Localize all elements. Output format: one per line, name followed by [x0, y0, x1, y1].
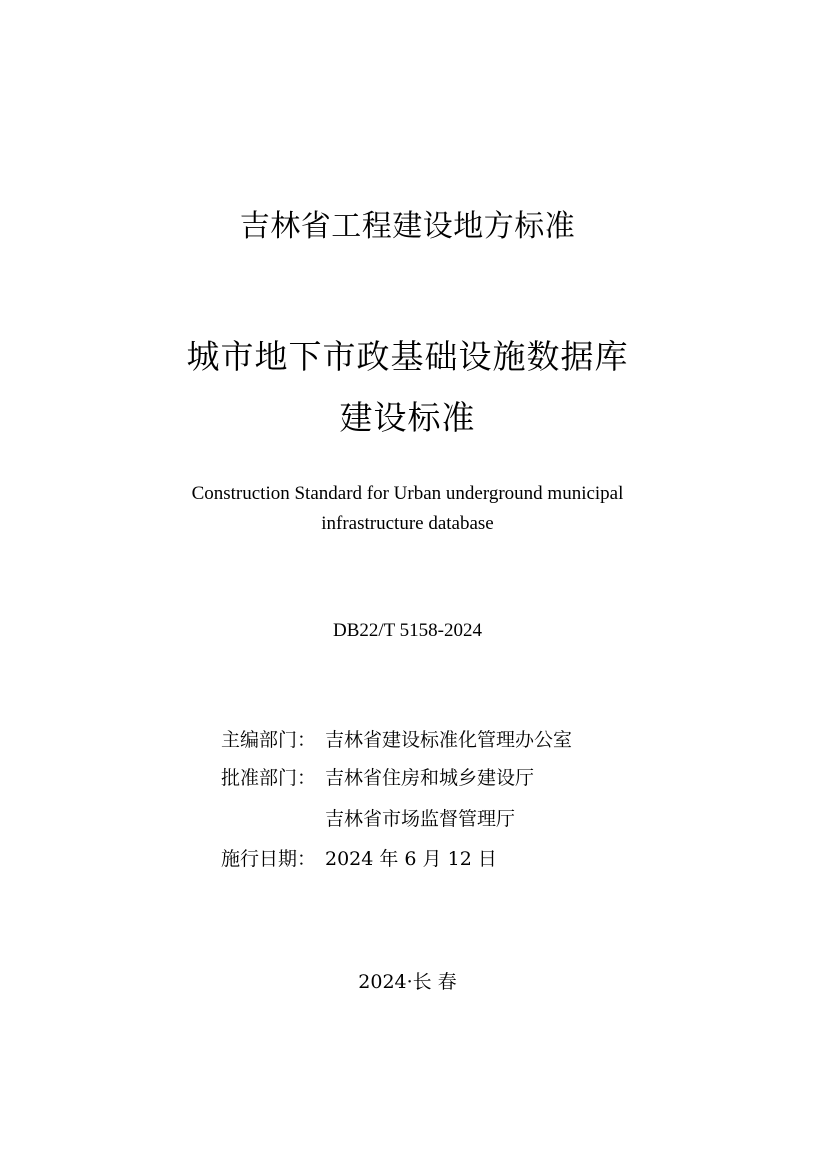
approver-label: 批准部门： — [221, 767, 317, 789]
main-title-line-1: 城市地下市政基础设施数据库 — [186, 337, 629, 376]
approver-value-1: 吉林省住房和城乡建设厅 — [325, 767, 535, 789]
approver-row — [221, 764, 534, 792]
english-title-line-2: infrastructure database — [321, 513, 494, 534]
english-title-line-1: Construction Standard for Urban underground municipal — [191, 483, 624, 504]
date-row — [221, 845, 497, 873]
editor-label: 主编部门： — [221, 729, 317, 751]
editor-value: 吉林省建设标准化管理办公室 — [325, 729, 573, 751]
date-value: 2024 年 6 月 12 日 — [325, 848, 497, 870]
footer-place-year: 2024·长 春 — [358, 971, 457, 993]
series-title: 吉林省工程建设地方标准 — [239, 209, 576, 244]
editor-row — [221, 726, 572, 754]
main-title-line-2: 建设标准 — [339, 398, 476, 437]
standard-code: DB22/T 5158-2024 — [332, 620, 482, 641]
approver-value-2: 吉林省市场监督管理厅 — [325, 808, 516, 830]
approver-row-2 — [221, 805, 515, 833]
date-label: 施行日期： — [221, 848, 317, 870]
